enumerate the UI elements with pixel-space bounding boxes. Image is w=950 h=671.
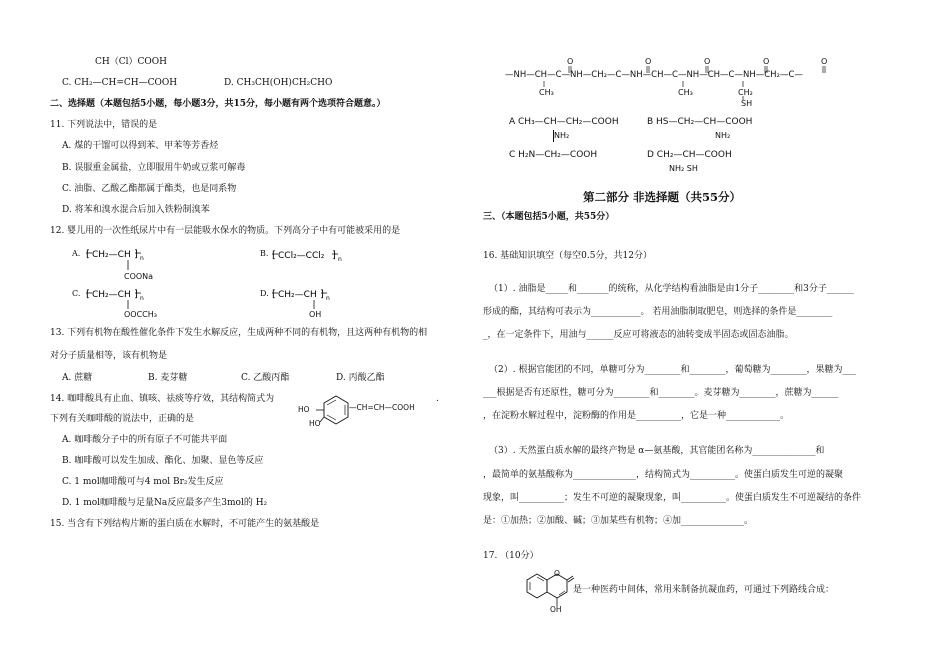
- question-14-line2: 下列有关咖啡酸的说法中，正确的是: [50, 414, 195, 424]
- svg-text:[: [: [86, 289, 90, 300]
- q16-part2-line3: ，在淀粉水解过程中，淀粉酶的作用是__________，它是一种____________。: [483, 411, 790, 421]
- coumarin-o-label: O: [554, 569, 560, 578]
- q16-part1-line3: _，在一定条件下，用油与______反应可将液态的油转变成半固态或固态油脂。: [483, 330, 794, 340]
- svg-text:CH₂—CH: CH₂—CH: [278, 290, 317, 300]
- svg-text:O: O: [567, 57, 574, 66]
- svg-text:CH₂—CH: CH₂—CH: [92, 290, 131, 300]
- q15-option-b-sub: NH₂: [715, 131, 731, 140]
- svg-text:]: ]: [332, 250, 336, 261]
- svg-text:n: n: [326, 295, 330, 302]
- question-17: 17. （10分）: [483, 551, 539, 561]
- question-15: 15. 当含有下列结构片断的蛋白质在水解时，不可能产生的氨基酸是: [50, 519, 320, 529]
- q15-option-c: C H₂N—CH₂—COOH: [509, 150, 598, 160]
- q14-period: .: [436, 394, 439, 404]
- q11-option-d: D. 将苯和溴水混合后加入铁粉制溴苯: [62, 205, 210, 215]
- svg-text:n: n: [140, 295, 144, 302]
- q12-d-substituent: OH: [309, 310, 322, 319]
- svg-text:CCl₂—CCl₂: CCl₂—CCl₂: [278, 251, 325, 261]
- q15-option-d: D CH₂—CH—COOH: [647, 150, 732, 160]
- caffeic-side-chain: —CH=CH—COOH: [349, 403, 415, 412]
- question-12: 12. 婴儿用的一次性纸尿片中有一层能吸水保水的物质。下列高分子中有可能被采用的是: [50, 226, 401, 236]
- svg-text:]: ]: [134, 249, 138, 260]
- peptide-sub-1: CH₃: [539, 88, 554, 97]
- q17-description: 是一种医药中间体，常用来制备抗凝血药，可通过下列路线合成：: [573, 585, 835, 595]
- peptide-sub-2: CH₃: [678, 88, 693, 97]
- q15-option-b: B HS—CH₂—CH—COOH: [647, 117, 753, 127]
- section-2-heading: 二、选择题（本题包括5小题，每小题3分，共15分，每小题有两个选项符合题意。）: [50, 99, 386, 109]
- question-13-line2: 对分子质量相等，该有机物是: [50, 351, 168, 361]
- q13-option-d: D. 丙酸乙酯: [336, 373, 385, 383]
- q12-b-label: B.: [260, 249, 269, 258]
- q14-option-c: C. 1 mol咖啡酸可与4 mol Br₂发生反应: [62, 477, 224, 487]
- q13-option-c: C. 乙酸丙酯: [241, 373, 290, 383]
- q16-part3-line3: 现象，叫__________；发生不可逆的凝聚现象，叫__________。使蛋白质发生不可逆凝结的条件: [483, 493, 862, 503]
- coumarin-oh-label: OH: [550, 605, 562, 614]
- svg-text:O: O: [763, 57, 770, 66]
- q12-d-label: D.: [260, 289, 269, 298]
- q12-c-substituent: OOCCH₃: [124, 310, 157, 319]
- caffeic-ho-2: HO: [309, 419, 321, 428]
- q16-part2-line1: （2）. 根据官能团的不同，单糖可分为________和________，葡萄糖为________，果糖为___: [489, 365, 856, 375]
- q16-part1-line2: 形成的酯，其结构可表示为___________。 若用油脂制取肥皂，则选择的条件是________: [483, 307, 833, 317]
- q11-option-c: C. 油脂、乙酸乙酯都属于酯类，也是同系物: [62, 184, 237, 194]
- option-d-prev: D. CH₃CH(OH)CH₂CHO: [224, 78, 333, 88]
- q16-part2-line2: ___根据是否有还原性，糖可分为________和________。麦芽糖为________，蔗糖为______: [483, 388, 839, 398]
- svg-text:]: ]: [134, 289, 138, 300]
- q16-part3-line2: ，最简单的氨基酸称为______________，结构简式为__________。使蛋白质发生可逆的凝聚: [483, 470, 844, 480]
- peptide-chain: —NH—CH—C—NH—CH₂—C—NH—CH—C—NH—CH—C—NH—CH₂—C—: [505, 70, 803, 80]
- q14-option-d: D. 1 mol咖啡酸与足量Na反应最多产生3mol的 H₂: [62, 498, 268, 508]
- q16-part3-line1: （3）. 天然蛋白质水解的最终产物是 α—氨基酸，其官能团名称为______________和: [489, 446, 825, 456]
- peptide-carbonyls: [505, 56, 845, 106]
- part-2-title: 第二部分 非选择题（共55分）: [583, 190, 742, 204]
- peptide-sub-3: CH₂: [738, 88, 753, 97]
- svg-text:O: O: [704, 57, 711, 66]
- svg-text:[: [: [86, 249, 90, 260]
- q16-part3-line4: 是：①加热；②加酸、碱；③加某些有机物；④加______________。: [483, 516, 754, 526]
- q14-option-b: B. 咖啡酸可以发生加成、酯化、加聚、显色等反应: [62, 456, 264, 466]
- q16-part1-line1: （1）. 油脂是_____和_______的统称，从化学结构看油脂是由1分子________和3分子______: [489, 284, 854, 294]
- question-16: 16. 基础知识填空（每空0.5分，共12分）: [483, 251, 652, 261]
- svg-text:O: O: [821, 57, 828, 66]
- svg-text:[: [: [272, 289, 276, 300]
- q14-option-a: A. 咖啡酸分子中的所有原子不可能共平面: [62, 435, 228, 445]
- q11-option-b: B. 误服重金属盐，立即服用牛奶或豆浆可解毒: [62, 163, 246, 173]
- svg-text:n: n: [338, 256, 342, 263]
- option-c-prev: C. CH₂—CH=CH—COOH: [62, 78, 178, 88]
- q12-c-label: C.: [72, 289, 81, 298]
- question-13-line1: 13. 下列有机物在酸性催化条件下发生水解反应，生成两种不同的有机物，且这两种有机物的相: [50, 328, 428, 338]
- peptide-sub-4: SH: [741, 99, 753, 108]
- section-3-heading: 三、（本题包括5小题，共55分）: [483, 212, 615, 222]
- question-14-line1: 14. 咖啡酸具有止血、镇咳、祛痰等疗效，其结构简式为: [50, 394, 275, 404]
- q13-option-a: A. 蔗糖: [62, 373, 93, 383]
- question-11: 11. 下列说法中，错误的是: [50, 120, 158, 130]
- svg-text:n: n: [140, 255, 144, 262]
- q12-b-structure: [270, 246, 370, 268]
- caffeic-ho-1: HO: [298, 405, 310, 414]
- svg-text:[: [: [272, 250, 276, 261]
- svg-text:CH₂—CH: CH₂—CH: [92, 250, 131, 260]
- q12-a-label: A.: [72, 249, 81, 258]
- q15-option-a: A CH₃—CH—CH₂—COOH: [509, 117, 619, 127]
- svg-text:O: O: [645, 57, 652, 66]
- fragment-top: CH（Cl）COOH: [95, 57, 167, 67]
- q15-option-d-sub: NH₂ SH: [669, 164, 698, 173]
- svg-text:]: ]: [320, 289, 324, 300]
- q15-option-a-sub: NH₂: [554, 131, 570, 140]
- q11-option-a: A. 煤的干馏可以得到苯、甲苯等芳香烃: [62, 141, 219, 151]
- q13-option-b: B. 麦芽糖: [148, 373, 188, 383]
- q12-a-substituent: COONa: [124, 272, 154, 281]
